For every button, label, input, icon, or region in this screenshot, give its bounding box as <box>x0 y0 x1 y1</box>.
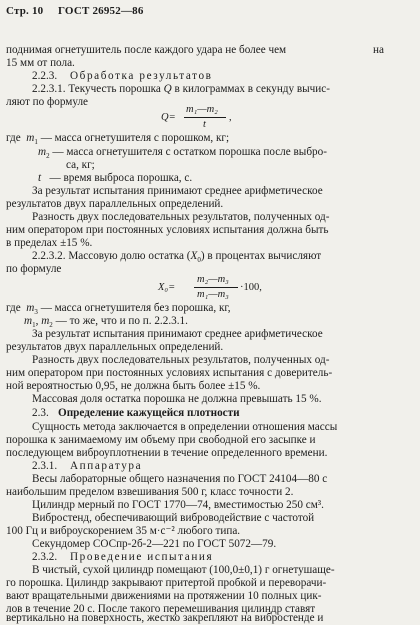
text-line: Разность двух последовательных результатов, полученных од- <box>32 211 330 223</box>
section-heading: Аппаратура <box>70 460 143 472</box>
formula-denominator: t <box>203 119 206 130</box>
formula-numerator: m₁—m₂ <box>186 104 218 115</box>
formula-denominator: m₁—m₃ <box>197 289 229 300</box>
text-line: Весы лабораторные общего назначения по ГОСТ 24104—80 с <box>32 473 328 485</box>
text-line: ляют по формуле <box>6 96 88 108</box>
text-line: поднимая огнетушитель после каждого удара не более чем <box>6 44 287 56</box>
text-line: Цилиндр мерный по ГОСТ 1770—74, вместимостью 250 см³. <box>32 499 324 511</box>
section-number: 2.3.1. <box>32 460 58 472</box>
text-line: 100 Гц и виброускорением 35 м·с⁻² любого типа. <box>6 525 241 537</box>
section-heading: Определение кажущейся плотности <box>58 407 240 419</box>
text-line: го порошка. Цилиндр закрывают притертой пробкой и переворачи- <box>6 577 327 589</box>
text-line: по формуле <box>6 263 62 275</box>
definition-line: t — время выброса порошка, с. <box>38 172 193 184</box>
fraction-bar <box>194 287 238 288</box>
text-line: результатов двух параллельных определений. <box>6 341 224 353</box>
text-line: на <box>373 44 384 56</box>
text-line: вают вращательными движениями на протяжении 10 полных цик- <box>6 590 322 602</box>
text-line: са, кг; <box>66 159 95 171</box>
formula-lhs: Q= <box>161 112 176 123</box>
definition-line: $m_1$, $m_2$ — то же, что и по п. 2.2.3.1. <box>24 315 188 330</box>
text-line: За результат испытания принимают среднее арифметическое <box>32 328 323 340</box>
text-line: За результат испытания принимают среднее арифметическое <box>32 185 323 197</box>
section-number: 2.3.2. <box>32 551 58 563</box>
formula-end: ·100, <box>240 282 262 293</box>
text-line: лов в течение 20 с. После такого перемешивания цилиндр ставят <box>6 603 316 615</box>
text-line: последующем виброуплотнении в течение определенного времени. <box>6 447 328 459</box>
text-line: Секундомер СОСпр-2б-2—221 по ГОСТ 5072—79. <box>32 538 277 550</box>
text-line: ним оператором при постоянных условиях испытания должна быть <box>6 224 329 236</box>
standard-code: ГОСТ 26952—86 <box>58 5 144 17</box>
definition-line: где $m_3$ — масса огнетушителя без порошка, кг, <box>6 302 231 317</box>
formula-end: , <box>229 112 232 123</box>
section-number: 2.2.3. <box>32 70 58 82</box>
text-line: В чистый, сухой цилиндр помещают (100,0±0,1) г огнетушаще- <box>32 564 335 576</box>
section-heading: Проведение испытания <box>70 551 214 563</box>
section-heading: Обработка результатов <box>70 70 213 82</box>
text-line: Вибростенд, обеспечивающий виброводействие с частотой <box>32 512 315 524</box>
text-line: Сущность метода заключается в определении отношения массы <box>32 421 338 433</box>
definition-line: где $m_1$ — масса огнетушителя с порошком, кг; <box>6 132 230 147</box>
text-line: ной вероятностью 0,95, не должна быть более ±15 %. <box>6 380 261 392</box>
text-line: порошка к занимаемому им объему при свободной его засыпке и <box>6 434 316 446</box>
formula-lhs: X₀= <box>158 282 176 293</box>
text-line: наибольшим пределом взвешивания 500 г, класс точности 2. <box>6 486 294 498</box>
definition-line: $m_2$ — масса огнетушителя с остатком порошка после выбро- <box>38 146 327 161</box>
text-line: вертикально на поверхность, жестко закрепляют на вибростенде и <box>6 612 324 624</box>
text-line: результатов двух параллельных определений. <box>6 198 224 210</box>
fraction-bar <box>184 117 226 118</box>
text-line: 2.2.3.1. Текучесть порошка Q в килограммах в секунду вычис- <box>32 83 330 95</box>
text-line: 15 мм от пола. <box>6 57 75 69</box>
text-line: в пределах ±15 %. <box>6 237 93 249</box>
text-line: ним оператором при постоянных условиях испытания с доверитель- <box>6 367 333 379</box>
section-number: 2.3. <box>32 407 49 419</box>
text-line: Разность двух последовательных результатов, полученных од- <box>32 354 330 366</box>
text-line: Массовая доля остатка порошка не должна превышать 15 %. <box>32 393 322 405</box>
formula-numerator: m₂—m₃ <box>197 274 229 285</box>
page-number: Стр. 10 <box>6 5 44 17</box>
text-line: 2.2.3.2. Массовую долю остатка $(X_0)$ в процентах вычисляют <box>32 250 322 265</box>
